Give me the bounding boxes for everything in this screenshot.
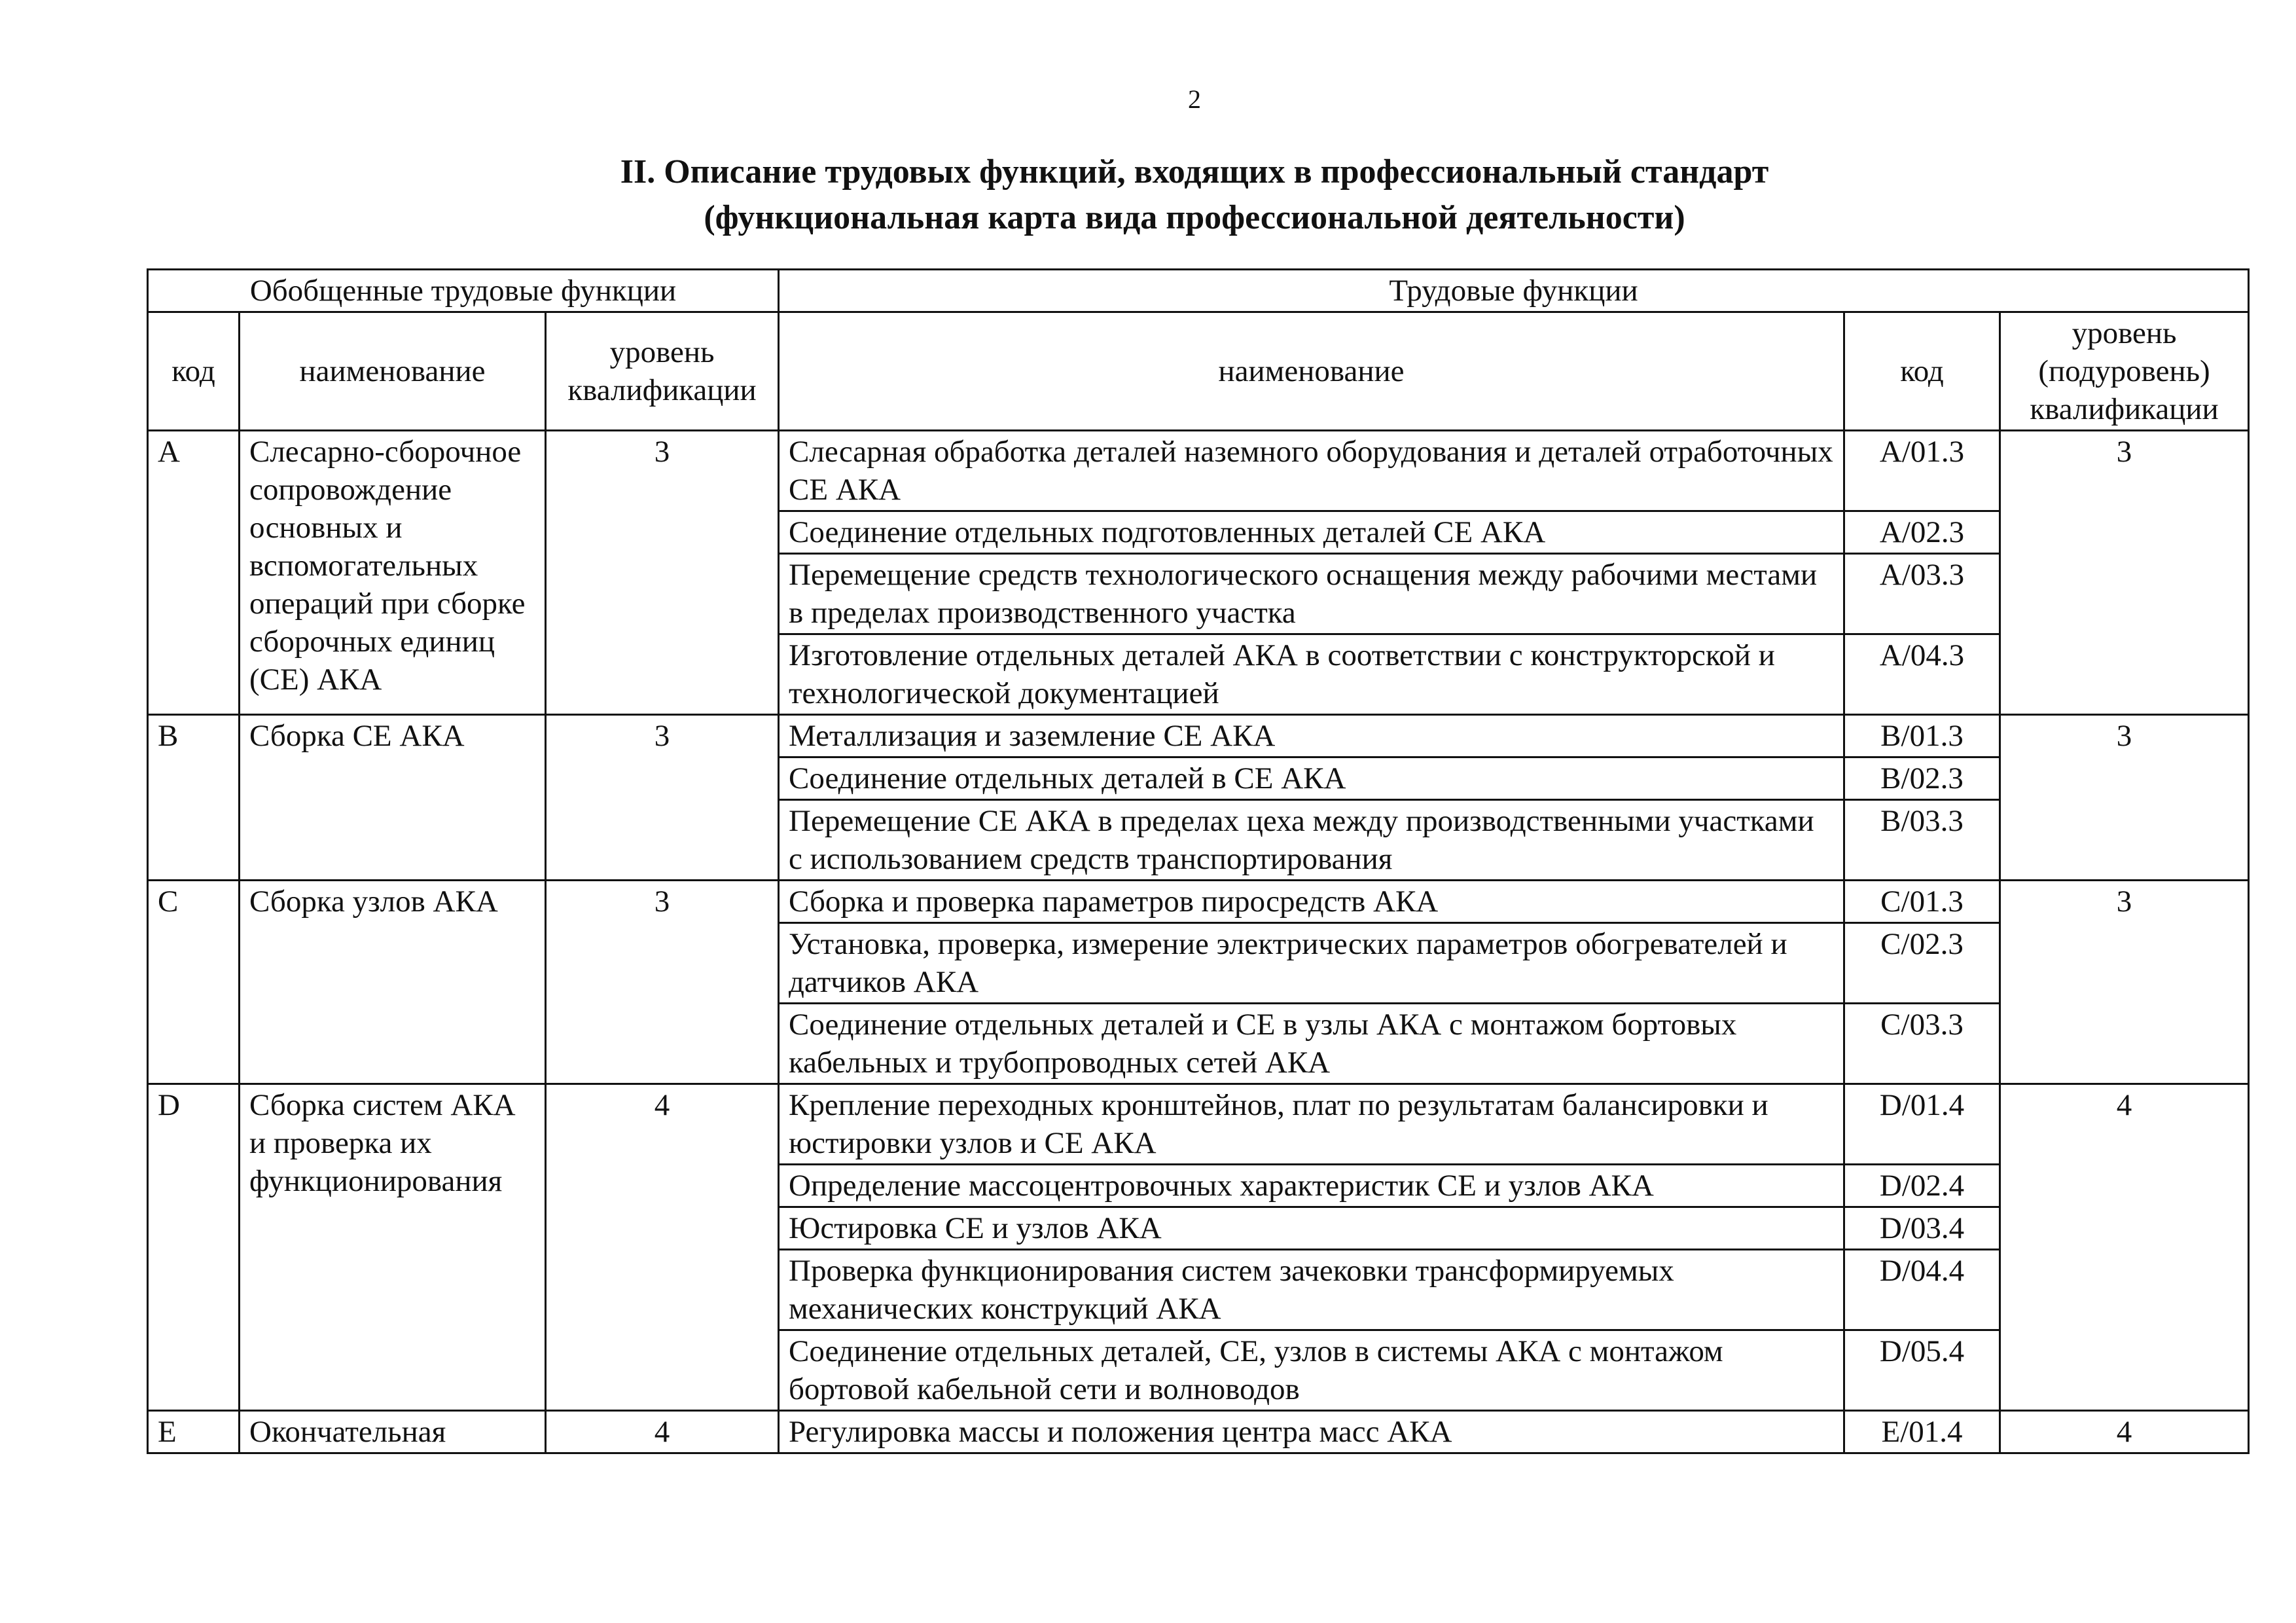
tf-name: Крепление переходных кронштейнов, плат по результатам балансировки и юстировки узлов и СЕ АКА <box>779 1084 1844 1165</box>
header-otf-code: код <box>148 312 240 431</box>
header-otf-level: уровень квалификации <box>546 312 779 431</box>
tf-name: Слесарная обработка деталей наземного оборудования и деталей отработочных СЕ АКА <box>779 431 1844 511</box>
tf-code: A/03.3 <box>1844 554 2000 634</box>
tf-code: A/01.3 <box>1844 431 2000 511</box>
header-row-columns <box>148 312 2249 431</box>
tf-code: D/02.4 <box>1844 1165 2000 1207</box>
tf-code: B/03.3 <box>1844 800 2000 881</box>
table-row <box>148 431 2249 511</box>
table-body <box>148 431 2249 1453</box>
header-row-groups <box>148 270 2249 312</box>
header-tf-name: наименование <box>779 312 1844 431</box>
table-row <box>148 715 2249 757</box>
functional-map-table <box>147 268 2250 1454</box>
tf-name: Сборка и проверка параметров пиросредств АКА <box>779 881 1844 923</box>
otf-name: Окончательная <box>240 1411 546 1453</box>
tf-code: B/02.3 <box>1844 757 2000 800</box>
tf-name: Изготовление отдельных деталей АКА в соответствии с конструкторской и технологической документацией <box>779 634 1844 715</box>
tf-name: Юстировка СЕ и узлов АКА <box>779 1207 1844 1250</box>
otf-name: Сборка систем АКА и проверка их функционирования <box>240 1084 546 1411</box>
tf-level: 4 <box>2000 1411 2249 1453</box>
header-tf-level: уровень (подуровень) квалификации <box>2000 312 2249 431</box>
tf-code: D/05.4 <box>1844 1330 2000 1411</box>
tf-name: Соединение отдельных деталей в СЕ АКА <box>779 757 1844 800</box>
otf-level: 3 <box>546 881 779 1084</box>
tf-name: Соединение отдельных деталей, СЕ, узлов в системы АКА с монтажом бортовой кабельной сети и волноводов <box>779 1330 1844 1411</box>
otf-code: B <box>148 715 240 881</box>
section-title-line-2: (функциональная карта вида профессиональной деятельности) <box>704 199 1685 236</box>
tf-code: B/01.3 <box>1844 715 2000 757</box>
section-title-line-1: II. Описание трудовых функций, входящих в профессиональный стандарт <box>620 153 1769 191</box>
tf-code: A/04.3 <box>1844 634 2000 715</box>
tf-level: 4 <box>2000 1084 2249 1411</box>
tf-code: E/01.4 <box>1844 1411 2000 1453</box>
tf-code: C/01.3 <box>1844 881 2000 923</box>
tf-code: C/02.3 <box>1844 923 2000 1004</box>
tf-code: D/03.4 <box>1844 1207 2000 1250</box>
table-header <box>148 270 2249 431</box>
table-row <box>148 881 2249 923</box>
table-row <box>148 1411 2249 1453</box>
tf-name: Соединение отдельных деталей и СЕ в узлы АКА с монтажом бортовых кабельных и трубопроводных сетей АКА <box>779 1004 1844 1084</box>
tf-level: 3 <box>2000 431 2249 715</box>
tf-code: A/02.3 <box>1844 511 2000 554</box>
otf-name: Сборка узлов АКА <box>240 881 546 1084</box>
otf-level: 3 <box>546 715 779 881</box>
tf-name: Установка, проверка, измерение электрических параметров обогревателей и датчиков АКА <box>779 923 1844 1004</box>
otf-code: E <box>148 1411 240 1453</box>
tf-level: 3 <box>2000 715 2249 881</box>
tf-code: C/03.3 <box>1844 1004 2000 1084</box>
otf-name: Слесарно-сборочное сопровождение основных и вспомогательных операций при сборке сборочных единиц (СЕ) АКА <box>240 431 546 715</box>
page-number: 2 <box>1188 84 1201 114</box>
tf-code: D/01.4 <box>1844 1084 2000 1165</box>
tf-name: Регулировка массы и положения центра масс АКА <box>779 1411 1844 1453</box>
otf-level: 3 <box>546 431 779 715</box>
tf-code: D/04.4 <box>1844 1250 2000 1330</box>
section-title <box>0 149 2296 241</box>
tf-level: 3 <box>2000 881 2249 1084</box>
tf-name: Соединение отдельных подготовленных деталей СЕ АКА <box>779 511 1844 554</box>
tf-name: Металлизация и заземление СЕ АКА <box>779 715 1844 757</box>
otf-level: 4 <box>546 1411 779 1453</box>
otf-code: A <box>148 431 240 715</box>
header-labor-functions: Трудовые функции <box>779 270 2249 312</box>
header-otf-name: наименование <box>240 312 546 431</box>
otf-code: C <box>148 881 240 1084</box>
tf-name: Определение массоцентровочных характеристик СЕ и узлов АКА <box>779 1165 1844 1207</box>
header-tf-code: код <box>1844 312 2000 431</box>
otf-code: D <box>148 1084 240 1411</box>
tf-name: Перемещение СЕ АКА в пределах цеха между производственными участками с использованием средств транспортирования <box>779 800 1844 881</box>
tf-name: Проверка функционирования систем зачековки трансформируемых механических конструкций АКА <box>779 1250 1844 1330</box>
header-generalized-functions: Обобщенные трудовые функции <box>148 270 779 312</box>
tf-name: Перемещение средств технологического оснащения между рабочими местами в пределах производственного участка <box>779 554 1844 634</box>
otf-level: 4 <box>546 1084 779 1411</box>
otf-name: Сборка СЕ АКА <box>240 715 546 881</box>
table-row <box>148 1084 2249 1165</box>
